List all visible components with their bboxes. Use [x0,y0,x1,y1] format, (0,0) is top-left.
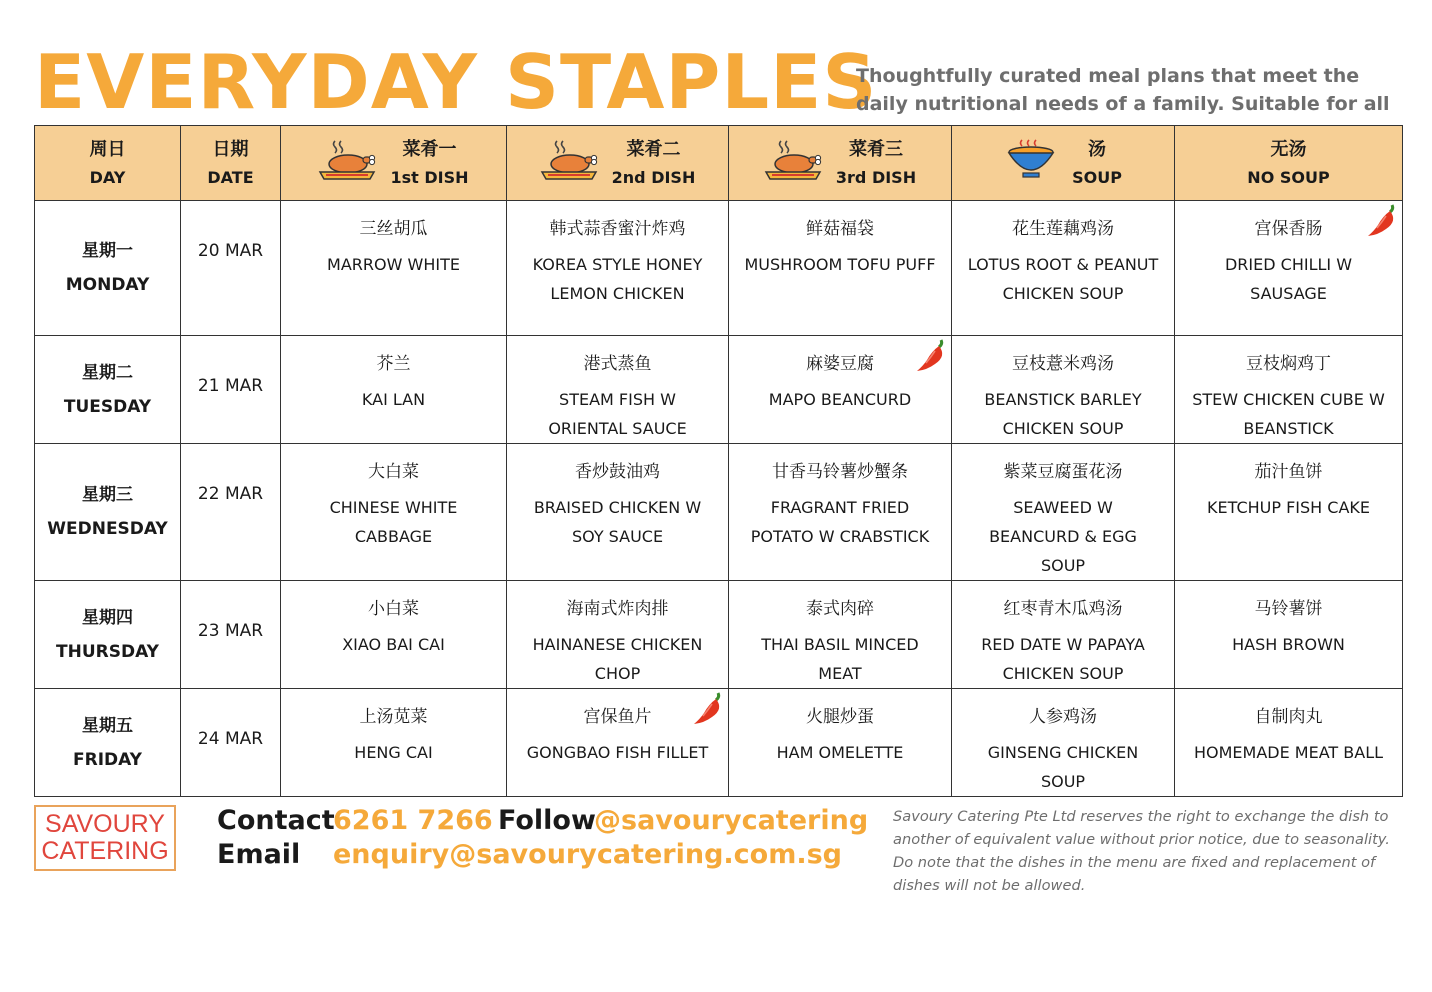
header-cell [281,126,506,200]
date-cell [181,689,281,797]
header-col-2nd-dish [507,126,729,201]
header-col-day [35,126,181,201]
soup-bowl-icon [1004,137,1058,189]
dish-name-zh: 香炒鼓油鸡 [575,462,660,482]
dish-name-zh: 麻婆豆腐 [806,354,874,374]
dish-cell [507,581,729,689]
header-en: NO SOUP [1247,168,1330,187]
dish-name-en: MUSHROOM TOFU PUFF [744,255,936,274]
dish-cell [729,581,952,689]
chili-pepper-icon [692,691,724,729]
dish-name-zh: 上汤苋菜 [359,707,428,727]
social-handle[interactable]: @savourycatering [594,805,869,836]
page-title: EVERYDAY STAPLES [34,38,878,126]
dish-cell [1175,444,1403,581]
header-col-no-soup [1175,126,1403,201]
dish-cell [281,689,507,797]
menu-row-friday [35,689,1403,797]
header-col-3rd-dish [729,126,952,201]
menu-header [35,126,1403,201]
dish-cell [952,444,1175,581]
day-en: THURSDAY [56,641,159,662]
dish-name-en: MARROW WHITE [327,255,460,274]
dish-name-en: GONGBAO FISH FILLET [526,743,709,762]
date-cell [181,201,281,336]
dish-cell [281,336,507,444]
date-text: 20 MAR [197,241,264,261]
dish-cell [281,581,507,689]
header-cell [729,126,951,200]
header-zh: 汤 [1088,139,1106,160]
dish-name-en: HASH BROWN [1232,635,1345,654]
header-zh: 菜肴二 [626,139,681,160]
dish-cell [952,689,1175,797]
email-label: Email [217,839,301,870]
dish-name-en: LOTUS ROOT & PEANUT CHICKEN SOUP [967,255,1159,303]
header-en: DATE [207,168,254,187]
contact-label: Contact [217,805,335,836]
date-cell [181,581,281,689]
date-cell [181,336,281,444]
dish-name-zh: 港式蒸鱼 [583,354,652,374]
header-en: 3rd DISH [835,168,917,187]
logo-line-1: SAVOURY [45,810,165,838]
dish-cell [1175,581,1403,689]
dish-name-en: XIAO BAI CAI [342,635,445,654]
header-text [1247,135,1329,191]
dish-cell [507,444,729,581]
menu-row-wednesday [35,444,1403,581]
day-zh: 星期三 [82,485,133,505]
dish-name-en: THAI BASIL MINCED MEAT [761,635,919,683]
savoury-catering-logo [34,805,176,871]
dish-name-zh: 海南式炸肉排 [566,599,669,619]
dish-name-zh: 宫保香肠 [1254,219,1323,239]
dish-name-en: GINSENG CHICKEN SOUP [987,743,1139,791]
header-zh: 周日 [89,139,126,160]
date-text: 23 MAR [197,621,264,641]
header-cell [952,126,1174,200]
dish-name-zh: 自制肉丸 [1254,707,1323,727]
dish-name-en: HENG CAI [354,743,433,762]
dish-cell [507,336,729,444]
dish-name-zh: 大白菜 [368,462,419,482]
menu-body [35,201,1403,797]
dish-cell [952,581,1175,689]
dish-name-en: DRIED CHILLI W SAUSAGE [1224,255,1353,303]
dish-cell [1175,201,1403,336]
chili-pepper-icon [915,338,947,376]
roast-chicken-icon [540,137,598,189]
dish-cell [1175,689,1403,797]
menu-row-thursday [35,581,1403,689]
day-en: TUESDAY [63,396,152,417]
day-zh: 星期二 [82,362,133,383]
dish-cell [952,336,1175,444]
dish-name-en: BEANSTICK BARLEY CHICKEN SOUP [984,390,1142,438]
dish-name-en: HOMEMADE MEAT BALL [1193,743,1384,762]
dish-cell [952,201,1175,336]
header-zh: 日期 [212,139,249,160]
dish-name-en: SEAWEED W BEANCURD & EGG SOUP [989,498,1137,575]
dish-cell [507,201,729,336]
dish-name-zh: 紫菜豆腐蛋花汤 [1003,462,1123,482]
date-text: 22 MAR [197,484,264,504]
dish-cell [281,444,507,581]
dish-name-en: BRAISED CHICKEN W SOY SAUCE [533,498,702,546]
dish-name-en: RED DATE W PAPAYA CHICKEN SOUP [981,635,1145,683]
header-en: SOUP [1072,168,1122,187]
header-text [836,135,916,191]
day-en: WEDNESDAY [47,519,168,539]
dish-name-zh: 泰式肉碎 [806,599,874,619]
dish-cell [281,201,507,336]
header-cell [181,126,280,200]
dish-name-zh: 韩式蒜香蜜汁炸鸡 [549,219,686,239]
day-en: FRIDAY [73,749,142,770]
tagline: Thoughtfully curated meal plans that meet the daily nutritional needs of a family. Suitable for all [856,65,1390,115]
header-col-date [181,126,281,201]
dish-name-zh: 红枣青木瓜鸡汤 [1003,599,1123,619]
dish-name-zh: 甘香马铃薯炒蟹条 [772,462,908,482]
day-zh: 星期四 [82,607,133,628]
header-cell [1175,126,1402,200]
dish-name-zh: 宫保鱼片 [583,707,652,727]
dish-name-en: STEW CHICKEN CUBE W BEANSTICK [1192,390,1385,438]
dish-name-zh: 鲜菇福袋 [806,219,874,239]
dish-name-zh: 芥兰 [376,354,411,374]
dish-name-zh: 马铃薯饼 [1254,599,1323,619]
contact-email[interactable]: enquiry@savourycatering.com.sg [333,839,842,870]
header-col-1st-dish [281,126,507,201]
day-cell [35,336,181,444]
dish-name-en: HAINANESE CHICKEN CHOP [532,635,703,683]
dish-name-zh: 三丝胡瓜 [359,219,428,239]
header-en: 2nd DISH [611,168,696,187]
header-en: 1st DISH [390,168,469,187]
date-text: 21 MAR [197,376,264,396]
header-zh: 菜肴三 [848,139,903,160]
dish-cell [729,201,952,336]
dish-name-en: STEAM FISH W ORIENTAL SAUCE [548,390,687,438]
day-zh: 星期一 [82,241,133,261]
dish-cell [1175,336,1403,444]
day-cell [35,581,181,689]
header-text [207,135,253,191]
dish-name-en: MAPO BEANCURD [768,390,912,409]
roast-chicken-icon [318,137,376,189]
header-col-soup [952,126,1175,201]
header-text [90,135,126,191]
menu-table [34,125,1403,797]
dish-name-en: HAM OMELETTE [776,743,904,762]
header-text [1072,135,1122,191]
chili-pepper-icon [1366,203,1398,241]
dish-name-zh: 豆枝焖鸡丁 [1246,354,1331,374]
header-en: DAY [89,168,126,187]
header-cell [507,126,728,200]
dish-name-en: FRAGRANT FRIED POTATO W CRABSTICK [750,498,930,546]
dish-name-zh: 茄汁鱼饼 [1254,462,1323,482]
contact-phone[interactable]: 6261 7266 [333,805,493,836]
day-cell [35,689,181,797]
roast-chicken-icon [764,137,822,189]
header-zh: 无汤 [1270,139,1307,160]
dish-name-zh: 人参鸡汤 [1029,707,1097,727]
follow-label: Follow [498,805,596,836]
day-cell [35,201,181,336]
dish-cell [729,444,952,581]
menu-row-monday [35,201,1403,336]
day-cell [35,444,181,581]
dish-name-en: KAI LAN [361,390,426,409]
dish-name-zh: 豆枝薏米鸡汤 [1012,354,1114,374]
header-text [612,135,696,191]
header-zh: 菜肴一 [402,139,457,160]
dish-name-zh: 火腿炒蛋 [806,707,874,727]
dish-cell [729,689,952,797]
dish-name-zh: 小白菜 [368,599,419,619]
logo-line-2: CATERING [41,837,169,865]
dish-name-en: KETCHUP FISH CAKE [1207,498,1370,517]
disclaimer: Savoury Catering Pte Ltd reserves the right to exchange the dish to another of equivalent value without prior notice, due to seasonality. Do note that the dishes in the menu are fixed and replacement of dishes will not be allowed. [893,808,1390,894]
dish-name-en: KOREA STYLE HONEY LEMON CHICKEN [532,255,703,303]
date-cell [181,444,281,581]
menu-row-tuesday [35,336,1403,444]
header-cell [35,126,180,200]
day-zh: 星期五 [82,715,133,736]
dish-name-en: CHINESE WHITE CABBAGE [329,498,458,546]
header-text [390,135,468,191]
dish-cell [729,336,952,444]
dish-cell [507,689,729,797]
day-en: MONDAY [65,275,150,295]
date-text: 24 MAR [197,729,264,749]
dish-name-zh: 花生莲藕鸡汤 [1012,219,1114,239]
